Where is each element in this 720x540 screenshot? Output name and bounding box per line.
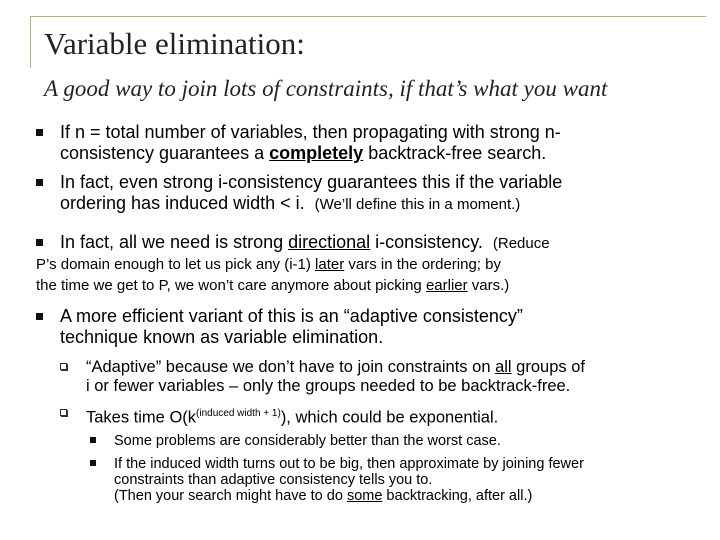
exponent-induced-width: (induced width + 1) (196, 408, 281, 419)
square-bullet-icon (36, 313, 43, 320)
text-run: i-consistency. (370, 232, 493, 252)
subsubbullet-line: If the induced width turns out to be big, then approximate by joining fewer (114, 456, 584, 472)
bullet-directional-consistency (36, 232, 550, 296)
emphasis-later: later (315, 256, 345, 273)
bullet-line: If n = total number of variables, then propagating with strong n- (60, 122, 561, 142)
square-bullet-icon (36, 239, 43, 246)
text-run: the time we get to P, we won’t care anymore about picking (36, 277, 426, 294)
emphasis-all: all (495, 358, 512, 376)
hollow-square-bullet-icon (60, 409, 67, 416)
text-run: “Adaptive” because we don’t have to join constraints on (86, 358, 496, 376)
bullet-line (60, 232, 550, 254)
bullet-strong-i-consistency (36, 172, 562, 215)
emphasis-earlier: earlier (425, 277, 468, 294)
subsubbullet-better-than-worst (90, 433, 501, 449)
title-frame-top-border (30, 16, 706, 17)
text-run: vars.) (467, 277, 510, 294)
subbullet-line (86, 358, 585, 377)
bullet-line: technique known as variable elimination. (60, 327, 384, 347)
bullet-note-line (36, 275, 550, 296)
text-run: backtrack-free search. (363, 143, 547, 163)
hollow-square-bullet-icon (60, 363, 67, 370)
slide-title: Variable elimination: (44, 26, 305, 61)
subbullet-takes-time (60, 404, 498, 428)
square-bullet-icon (36, 179, 43, 186)
title-frame-left-border (30, 16, 31, 68)
square-bullet-icon (90, 437, 96, 443)
emphasis-completely: completely (269, 143, 364, 163)
note-define-later: (We’ll define this in a moment.) (314, 196, 521, 213)
text-run: (Then your search might have to do (114, 488, 347, 504)
note-reduce: (Reduce (492, 235, 550, 252)
subbullet-line: i or fewer variables – only the groups needed to be backtrack-free. (86, 377, 571, 395)
bullet-line: A more efficient variant of this is an “adaptive consistency” (60, 306, 523, 326)
emphasis-some: some (346, 488, 383, 504)
text-run: backtracking, after all.) (382, 488, 533, 504)
emphasis-directional: directional (288, 232, 371, 252)
subsubbullet-line: constraints than adaptive consistency tells you to. (114, 472, 433, 488)
subsubbullet-approximate (90, 456, 584, 504)
square-bullet-icon (90, 460, 96, 466)
text-run: In fact, all we need is strong (60, 232, 289, 252)
text-run: ), which could be exponential. (280, 408, 499, 427)
bullet-line (60, 143, 561, 164)
bullet-line: In fact, even strong i-consistency guarantees this if the variable (60, 172, 563, 192)
text-run: P’s domain enough to let us pick any (i-1) (36, 256, 316, 273)
subbullet-adaptive-because (60, 358, 585, 396)
text-run: ordering has induced width < i. (60, 193, 315, 213)
bullet-strong-n-consistency (36, 122, 561, 164)
square-bullet-icon (36, 129, 43, 136)
bullet-line (60, 193, 562, 215)
text-run: groups of (511, 358, 585, 376)
bullet-adaptive-consistency (36, 306, 523, 348)
text-run: Takes time O(k (86, 408, 197, 427)
subsubbullet-line: Some problems are considerably better than the worst case. (114, 433, 501, 449)
subsubbullet-line (114, 488, 584, 504)
text-run: consistency guarantees a (60, 143, 270, 163)
bullet-note-line (36, 254, 550, 275)
text-run: vars in the ordering; by (344, 256, 501, 273)
slide-subtitle: A good way to join lots of constraints, if that’s what you want (44, 76, 608, 101)
subbullet-line (86, 404, 498, 428)
